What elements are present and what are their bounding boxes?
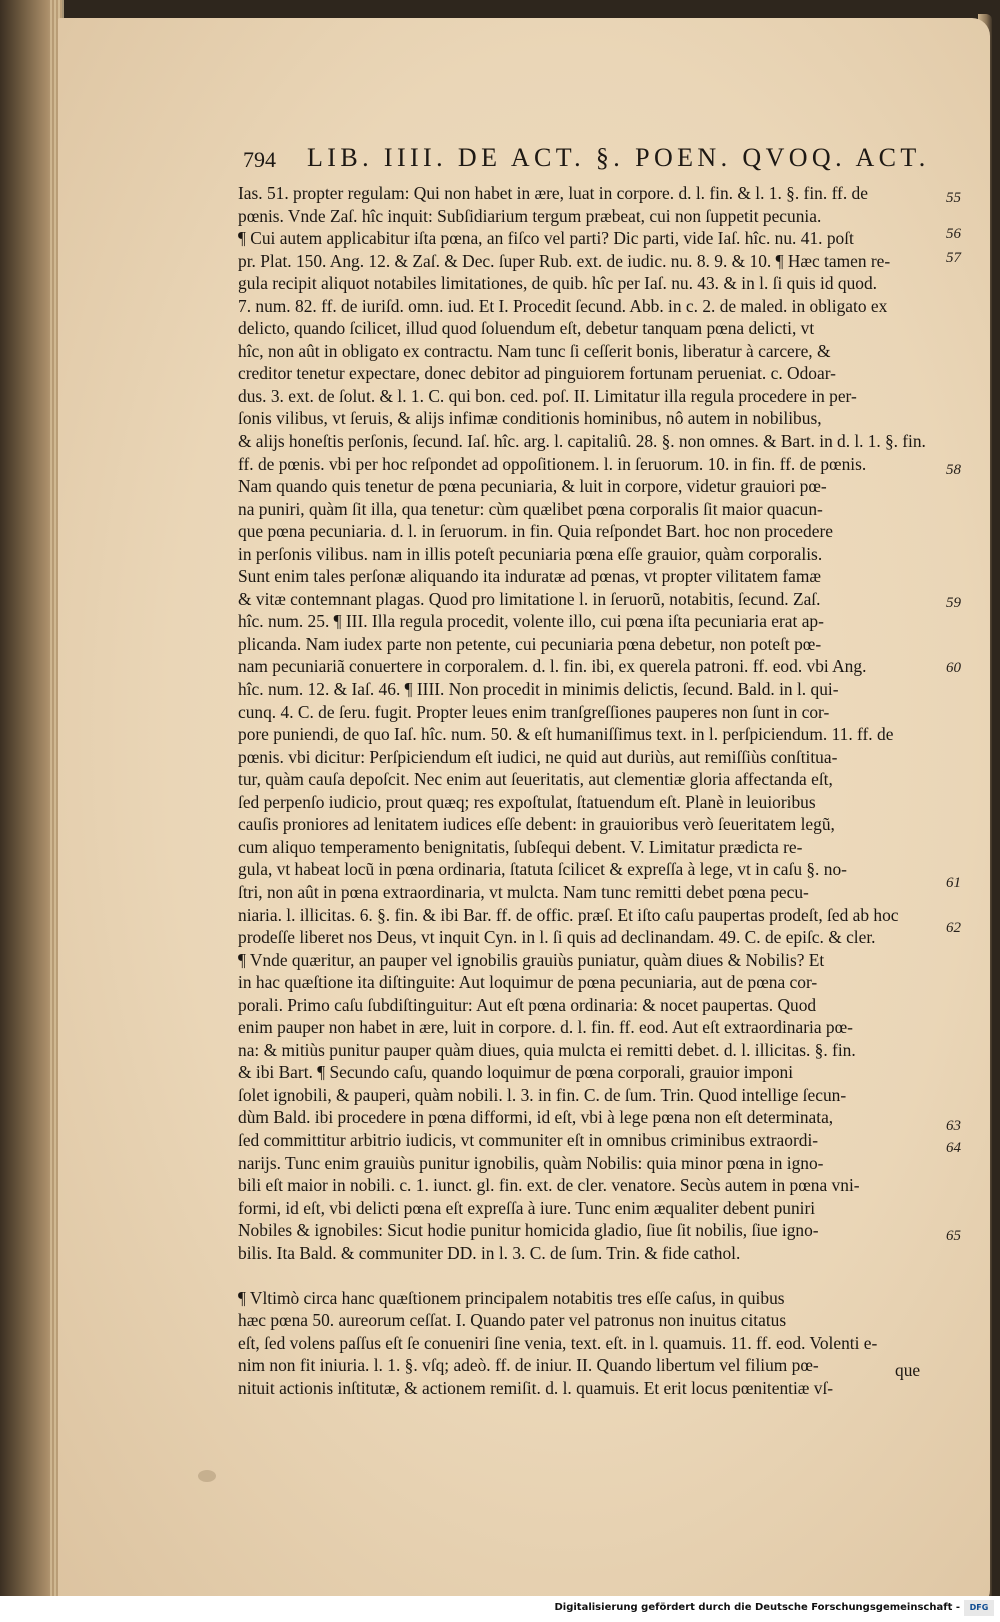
text-line: bili eſt maior in nobili. c. 1. iunct. gl. fin. ext. de cler. venatore. Secùs autem in pœna vni-: [238, 1175, 860, 1196]
text-line: & ibi Bart. ¶ Secundo caſu, quando loquimur de pœna corporali, grauior imponi: [238, 1062, 794, 1083]
text-line: hîc. num. 25. ¶ III. Illa regula procedit, volente illo, cui pœna iſta pecuniaria erat ap-: [238, 611, 824, 632]
text-line: pr. Plat. 150. Ang. 12. & Zaſ. & Dec. ſuper Rub. ext. de iudic. nu. 8. 9. & 10. ¶ Hæc tamen re-: [238, 250, 891, 271]
margin-number: 60: [946, 660, 961, 676]
text-line: 7. num. 82. ff. de iuriſd. omn. iud. Et I. Procedit ſecund. Abb. in c. 2. de maled. in obligato ex: [238, 295, 888, 316]
text-line: que pœna pecuniaria. d. l. in ſeruorum. in fin. Quia reſpondet Bart. hoc non procedere: [238, 521, 833, 542]
body-text: [238, 182, 926, 1400]
margin-number: 56: [946, 226, 961, 242]
text-line: ¶ Cui autem applicabitur iſta pœna, an fiſco vel parti? Dic parti, vide Iaſ. hîc. nu. 41. poſt: [238, 228, 854, 249]
text-line: Nobiles & ignobiles: Sicut hodie punitur homicida gladio, ſiue ſit nobilis, ſiue igno-: [238, 1220, 819, 1241]
text-line: gula recipit aliquot notabiles limitationes, de quib. hîc per Iaſ. nu. 43. & in l. ſi quis id quod.: [238, 273, 878, 294]
text-line: cauſis proniores ad lenitatem iudices eſſe debent: in grauioribus verò ſeueritatem legũ,: [238, 814, 835, 835]
text-line: eſt, ſed volens paſſus eſt ſe conueniri ſine venia, text. eſt. in l. quamuis. 11. ff. eod. Volenti e-: [238, 1332, 878, 1353]
text-line: narijs. Tunc enim grauiùs punitur ignobilis, quàm Nobilis: quia minor pœna in igno-: [238, 1152, 824, 1173]
text-line: nam pecuniariã conuertere in corporalem. d. l. fin. ibi, ex querela patroni. ff. eod. vbi Ang.: [238, 656, 867, 677]
page-number: 794: [243, 147, 276, 172]
margin-number: 57: [946, 250, 961, 266]
text-line: in perſonis vilibus. nam in illis poteſt pecuniaria pœna eſſe grauior, quàm corporalis.: [238, 543, 823, 564]
text-line: Sunt enim tales perſonæ aliquando ita induratæ ad pœnas, vt propter vilitatem famæ: [238, 566, 821, 587]
text-line: ¶ Vnde quæritur, an pauper vel ignobilis grauiùs puniatur, quàm diues & Nobilis? Et: [238, 949, 825, 970]
margin-number: 55: [946, 190, 961, 206]
text-line: pore puniendi, de quo Iaſ. hîc. num. 50. & eſt humaniſſimus text. in l. perſpiciendum. 11. ff. de: [238, 724, 894, 745]
text-line: niaria. l. illicitas. 6. §. fin. & ibi Bar. ff. de offic. præſ. Et iſto caſu paupertas prodeſt, ſed ab hoc: [238, 904, 899, 925]
text-line: na: & mitiùs punitur pauper quàm diues, quia mulcta ei remitti debet. d. l. illicitas. §. fin.: [238, 1039, 856, 1060]
text-line: Ias. 51. propter regulam: Qui non habet in ære, luat in corpore. d. l. fin. & l. 1. §. fin. ff. de: [238, 183, 868, 203]
text-line: dus. 3. ext. de ſolut. & l. 1. C. qui bon. ced. poſ. II. Limitatur illa regula procedere in per-: [238, 385, 857, 406]
text-line: ſtri, non aût in pœna extraordinaria, vt mulcta. Nam tunc remitti debet pœna pecu-: [238, 881, 809, 902]
text-line: in hac quæſtione ita diſtinguite: Aut loquimur de pœna pecuniaria, aut de pœna cor-: [238, 972, 818, 993]
text-line: ſed perpenſo iudicio, prout quæq; res expoſtulat, ſtatuendum eſt. Planè in leuioribus: [238, 791, 816, 812]
text-line: tur, quàm cauſa depoſcit. Nec enim aut ſeueritatis, aut clementiæ gloria affectanda eſt,: [238, 769, 833, 790]
text-line: ¶ Vltimò circa hanc quæſtionem principalem notabitis tres eſſe caſus, in quibus: [238, 1287, 785, 1308]
text-line: enim pauper non habet in ære, luit in corpore. d. l. fin. ff. eod. Aut eſt extraordinaria pœ-: [238, 1017, 853, 1038]
margin-number: 61: [946, 875, 961, 891]
text-line: delicto, quando ſcilicet, illud quod ſoluendum eſt, debetur tanquam pœna delicti, vt: [238, 318, 815, 339]
text-line: hîc. num. 12. & Iaſ. 46. ¶ IIII. Non procedit in minimis delictis, ſecund. Bald. in l. qui-: [238, 679, 839, 700]
text-line: pœnis. vbi dicitur: Perſpiciendum eſt iudici, ne quid aut duriùs, aut remiſſiùs conſtitua-: [238, 746, 838, 767]
text-line: pœnis. Vnde Zaſ. hîc inquit: Subſidiarium tergum præbeat, cui non ſuppetit pecunia.: [238, 205, 822, 226]
text-line: porali. Primo caſu ſubdiſtinguitur: Aut eſt pœna ordinaria: & nocet paupertas. Quod: [238, 994, 817, 1015]
margin-number: 63: [946, 1118, 961, 1134]
text-line: formi, id eſt, vbi delicti pœna eſt expreſſa à iure. Tunc enim æqualiter debent puniri: [238, 1197, 816, 1218]
ink-smudge: [198, 1470, 216, 1482]
text-line: cunq. 4. C. de ſeru. fugit. Propter leues enim tranſgreſſiones pauperes non ſunt in cor-: [238, 701, 830, 722]
text-line: prodeſſe liberet nos Deus, vt inquit Cyn. in l. ſi quis ad declinandam. 49. C. de epiſc. & cler.: [238, 927, 876, 948]
text-line: [238, 1264, 926, 1287]
text-line: ff. de pœnis. vbi per hoc reſpondet ad oppoſitionem. l. in ſeruorum. 10. in fin. ff. de pœnis.: [238, 453, 867, 474]
text-line: nituit actionis inſtitutæ, & actionem remiſit. d. l. quamuis. Et erit locus pœnitentiæ vſ-: [238, 1377, 834, 1398]
margin-number: 58: [946, 462, 961, 478]
running-head: [243, 143, 930, 177]
margin-number: 64: [946, 1140, 961, 1156]
text-line: hîc, non aût in obligato ex contractu. Nam tunc ſi ceſſerit bonis, liberatur à carcere, &: [238, 340, 831, 361]
margin-number: 59: [946, 595, 961, 611]
catchword: que: [895, 1360, 921, 1380]
digitization-footer: [0, 1596, 1000, 1622]
text-line: ſolet ignobili, & pauperi, quàm nobili. l. 3. in fin. C. de ſum. Trin. Quod intellige ſecun-: [238, 1084, 847, 1105]
margin-number: 62: [946, 920, 961, 936]
running-title: LIB. IIII. DE ACT. §. POEN. QVOQ. ACT.: [307, 143, 930, 172]
text-line: ſed committitur arbitrio iudicis, vt communiter eſt in omnibus criminibus extraordi-: [238, 1129, 819, 1150]
text-line: cum aliquo temperamento benignitatis, ſubſequi debent. V. Limitatur prædicta re-: [238, 836, 803, 857]
text-line: hæc pœna 50. aureorum ceſſat. I. Quando pater vel patronus non inuitus citatus: [238, 1310, 787, 1331]
text-line: Nam quando quis tenetur de pœna pecuniaria, & luit in corpore, videtur grauiori pœ-: [238, 476, 827, 497]
text-line: gula, vt habeat locũ in pœna ordinaria, ſtatuta ſcilicet & expreſſa à lege, vt in caſu §. no-: [238, 859, 847, 880]
text-line: na puniri, quàm ſit illa, qua tenetur: cùm quælibet pœna corporalis ſit maior quacun-: [238, 498, 823, 519]
text-line: creditor tenetur expectare, donec debitor ad pinguiorem fortunam perueniat. c. Odoar-: [238, 363, 836, 384]
text-line: ſonis vilibus, vt ſeruis, & alijs infimæ conditionis hominibus, nô autem in nobilibus,: [238, 408, 822, 429]
text-line: plicanda. Nam iudex parte non petente, cui pecuniaria pœna debetur, non poteſt pœ-: [238, 633, 822, 654]
footer-credit: Digitalisierung gefördert durch die Deutsche Forschungsgemeinschaft -: [554, 1602, 960, 1613]
text-line: dùm Bald. ibi procedere in pœna difformi, id eſt, vbi à lege pœna non eſt determinata,: [238, 1107, 834, 1128]
text-line: nim non fit iniuria. l. 1. §. vſq; adeò. ff. de iniur. II. Quando libertum vel filium pœ-: [238, 1355, 819, 1376]
margin-number: 65: [946, 1228, 961, 1244]
text-line: & vitæ contemnant plagas. Quod pro limitatione l. in ſeruorũ, notabitis, ſecund. Zaſ.: [238, 588, 821, 609]
dfg-logo: DFG: [964, 1600, 994, 1616]
text-line: & alijs honeſtis perſonis, ſecund. Iaſ. hîc. arg. l. capitaliû. 28. §. non omnes. & Bart. in d. l. 1. §. fin.: [238, 431, 926, 452]
text-line: bilis. Ita Bald. & communiter DD. in l. 3. C. de ſum. Trin. & fide cathol.: [238, 1242, 741, 1263]
